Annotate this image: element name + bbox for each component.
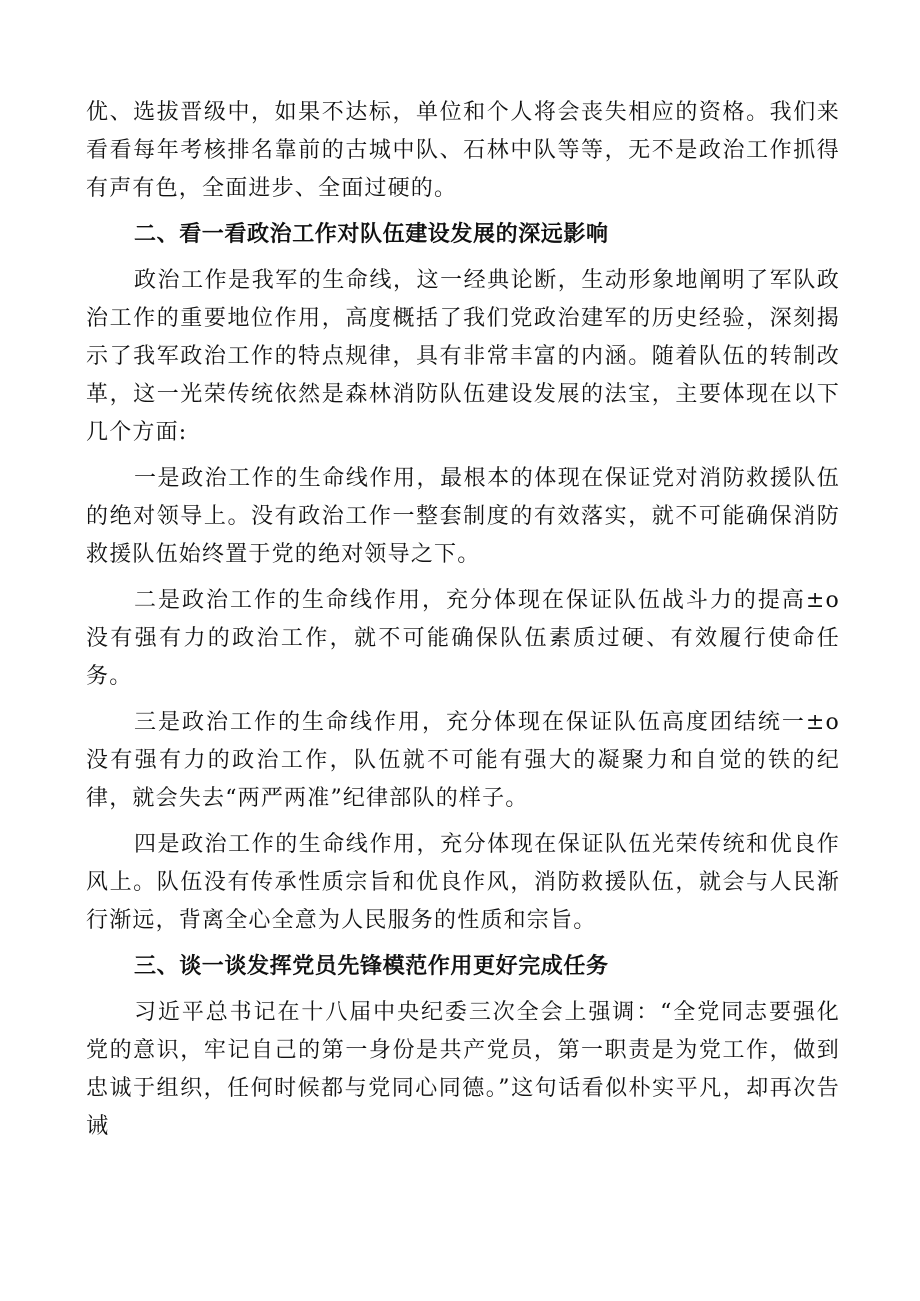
paragraph-point-one: 一是政治工作的生命线作用，最根本的体现在保证党对消防救援队伍的绝对领导上。没有政治工作一整套制度的有效落实，就不可能确保消防救援队伍始终置于党的绝对领导之下。: [86, 466, 840, 567]
section-heading-two: 二、看一看政治工作对队伍建设发展的深远影响: [134, 222, 609, 247]
spacer: [86, 986, 840, 994]
paragraph-continuation: 优、选拔晋级中，如果不达标，单位和个人将会丧失相应的资格。我们来看看每年考核排名靠前的古城中队、石林中队等等，无不是政治工作抓得有声有色，全面进步、全面过硬的。: [86, 100, 840, 201]
paragraph-lifeline-intro: 政治工作是我军的生命线，这一经典论断，生动形象地阐明了军队政治工作的重要地位作用，高度概括了我们党政治建军的历史经验，深刻揭示了我军政治工作的特点规律，具有非常丰富的内涵。随着队伍的转制改革，这一光荣传统依然是森林消防队伍建设发展的法宝，主要体现在以下几个方面:: [86, 268, 840, 445]
spacer: [86, 254, 840, 262]
section-heading-three: 三、谈一谈发挥党员先锋模范作用更好完成任务: [134, 954, 609, 979]
document-body: [86, 94, 840, 1146]
paragraph-point-two: 二是政治工作的生命线作用，充分体现在保证队伍战斗力的提高±o没有强有力的政治工作，就不可能确保队伍素质过硬、有效履行使命任务。: [86, 588, 840, 689]
spacer: [86, 696, 840, 704]
paragraph-point-three: 三是政治工作的生命线作用，充分体现在保证队伍高度团结统一±o没有强有力的政治工作，队伍就不可能有强大的凝聚力和自觉的铁的纪律，就会失去“两严两准”纪律部队的样子。: [86, 710, 840, 811]
spacer: [86, 940, 840, 948]
spacer: [86, 818, 840, 826]
spacer: [86, 452, 840, 460]
paragraph-point-four: 四是政治工作的生命线作用，充分体现在保证队伍光荣传统和优良作风上。队伍没有传承性质宗旨和优良作风，消防救援队伍，就会与人民渐行渐远，背离全心全意为人民服务的性质和宗旨。: [86, 832, 840, 933]
spacer: [86, 208, 840, 216]
paragraph-xi-quote: 习近平总书记在十八届中央纪委三次全会上强调：“全党同志要强化党的意识，牢记自己的第一身份是共产党员，第一职责是为党工作，做到忠诚于组织，任何时候都与党同心同德。”这句话看似朴实平凡，却再次告诫: [86, 1000, 840, 1139]
spacer: [86, 574, 840, 582]
